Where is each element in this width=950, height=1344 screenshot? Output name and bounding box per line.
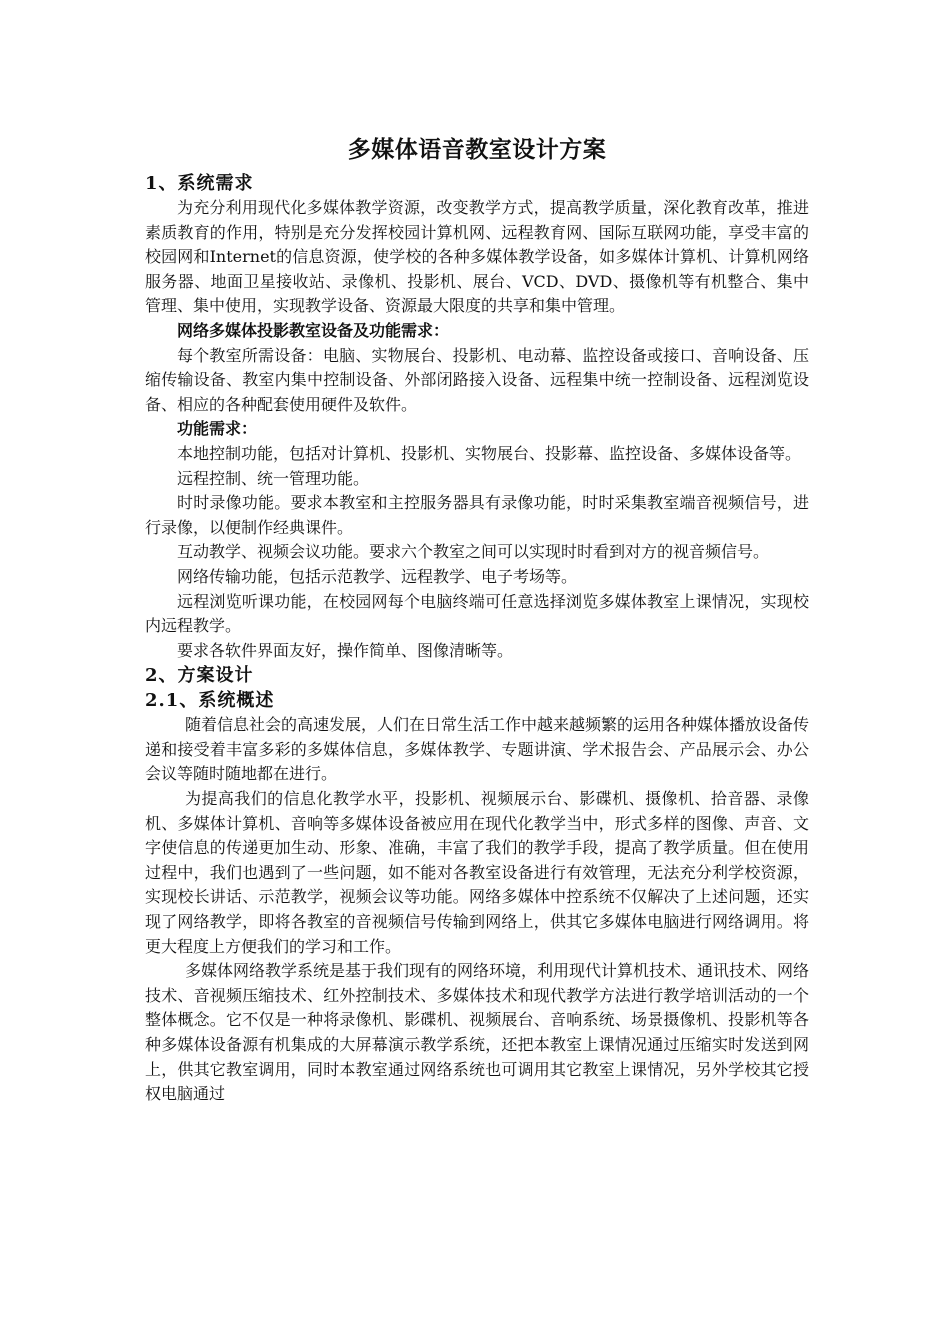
paragraph: 为提高我们的信息化教学水平，投影机、视频展示台、影碟机、摄像机、拾音器、录像机、多媒体计算机、音响等多媒体设备被应用在现代化教学当中，形式多样的图像、声音、文字使信息的传递更加生动、形象、准确，丰富了我们的教学手段，提高了教学质量。但在使用过程中，我们也遇到了一些问题，如不能对各教室设备进行有效管理，无法充分利学校资源，实现校长讲话、示范教学，视频会议等功能。网络多媒体中控系统不仅解决了上述问题，还实现了网络教学，即将各教室的音视频信号传输到网络上，供其它多媒体电脑进行网络调用。将更大程度上方便我们的学习和工作。 xyxy=(145,789,809,956)
function-item: 本地控制功能，包括对计算机、投影机、实物展台、投影幕、监控设备、多媒体设备等。 xyxy=(177,443,802,463)
subheading-equipment: 网络多媒体投影教室设备及功能需求： xyxy=(177,320,450,340)
paragraph: 随着信息社会的高速发展，人们在日常生活工作中越来越频繁的运用各种媒体播放设备传递和接受着丰富多彩的多媒体信息，多媒体教学、专题讲演、学术报告会、产品展示会、办公会议等随时随地都在进行。 xyxy=(145,715,810,784)
section-heading-requirements: 1、系统需求 xyxy=(145,173,254,194)
section-heading-design: 2、方案设计 xyxy=(145,665,254,687)
paragraph: 每个教室所需设备：电脑、实物展台、投影机、电动幕、监控设备或接口、音响设备、压缩传输设备、教室内集中控制设备、外部闭路接入设备、远程集中统一控制设备、远程浏览设备、相应的各种配套使用硬件及软件。 xyxy=(145,345,809,414)
function-item: 互动教学、视频会议功能。要求六个教室之间可以实现时时看到对方的视音频信号。 xyxy=(177,542,770,562)
function-item: 时时录像功能。要求本教室和主控服务器具有录像功能，时时采集教室端音视频信号，进行录像，以便制作经典课件。 xyxy=(145,493,809,537)
subsection-heading-overview: 2.1、系统概述 xyxy=(145,690,275,712)
function-item: 要求各软件界面友好，操作简单、图像清晰等。 xyxy=(177,640,514,660)
paragraph: 为充分利用现代化多媒体教学资源，改变教学方式，提高教学质量，深化教育改革，推进素质教育的作用，特别是充分发挥校园计算机网、远程教育网、国际互联网功能，享受丰富的校园网和Internet的信息资源，使学校的各种多媒体教学设备，如多媒体计算机、计算机网络服务器、地面卫星接收站、录像机、投影机、展台、VCD、DVD、摄像机等有机整合、集中管理、集中使用，实现教学设备、资源最大限度的共享和集中管理。 xyxy=(145,198,809,316)
function-item: 远程控制、统一管理功能。 xyxy=(177,468,370,488)
document-title: 多媒体语音教室设计方案 xyxy=(347,136,607,163)
subheading-functions: 功能需求： xyxy=(177,419,258,439)
function-item: 远程浏览听课功能，在校园网每个电脑终端可任意选择浏览多媒体教室上课情况，实现校内远程教学。 xyxy=(145,591,809,636)
document-page xyxy=(145,131,809,1107)
function-item: 网络传输功能，包括示范教学、远程教学、电子考场等。 xyxy=(177,566,578,586)
paragraph: 多媒体网络教学系统是基于我们现有的网络环境，利用现代计算机技术、通讯技术、网络技术、音视频压缩技术、红外控制技术、多媒体技术和现代教学方法进行教学培训活动的一个整体概念。它不仅是一种将录像机、影碟机、视频展台、音响系统、场景摄像机、投影机等各种多媒体设备源有机集成的大屏幕演示教学系统，还把本教室上课情况通过压缩实时发送到网上，供其它教室调用，同时本教室通过网络系统也可调用其它教室上课情况，另外学校其它授权电脑通过 xyxy=(145,961,810,1104)
